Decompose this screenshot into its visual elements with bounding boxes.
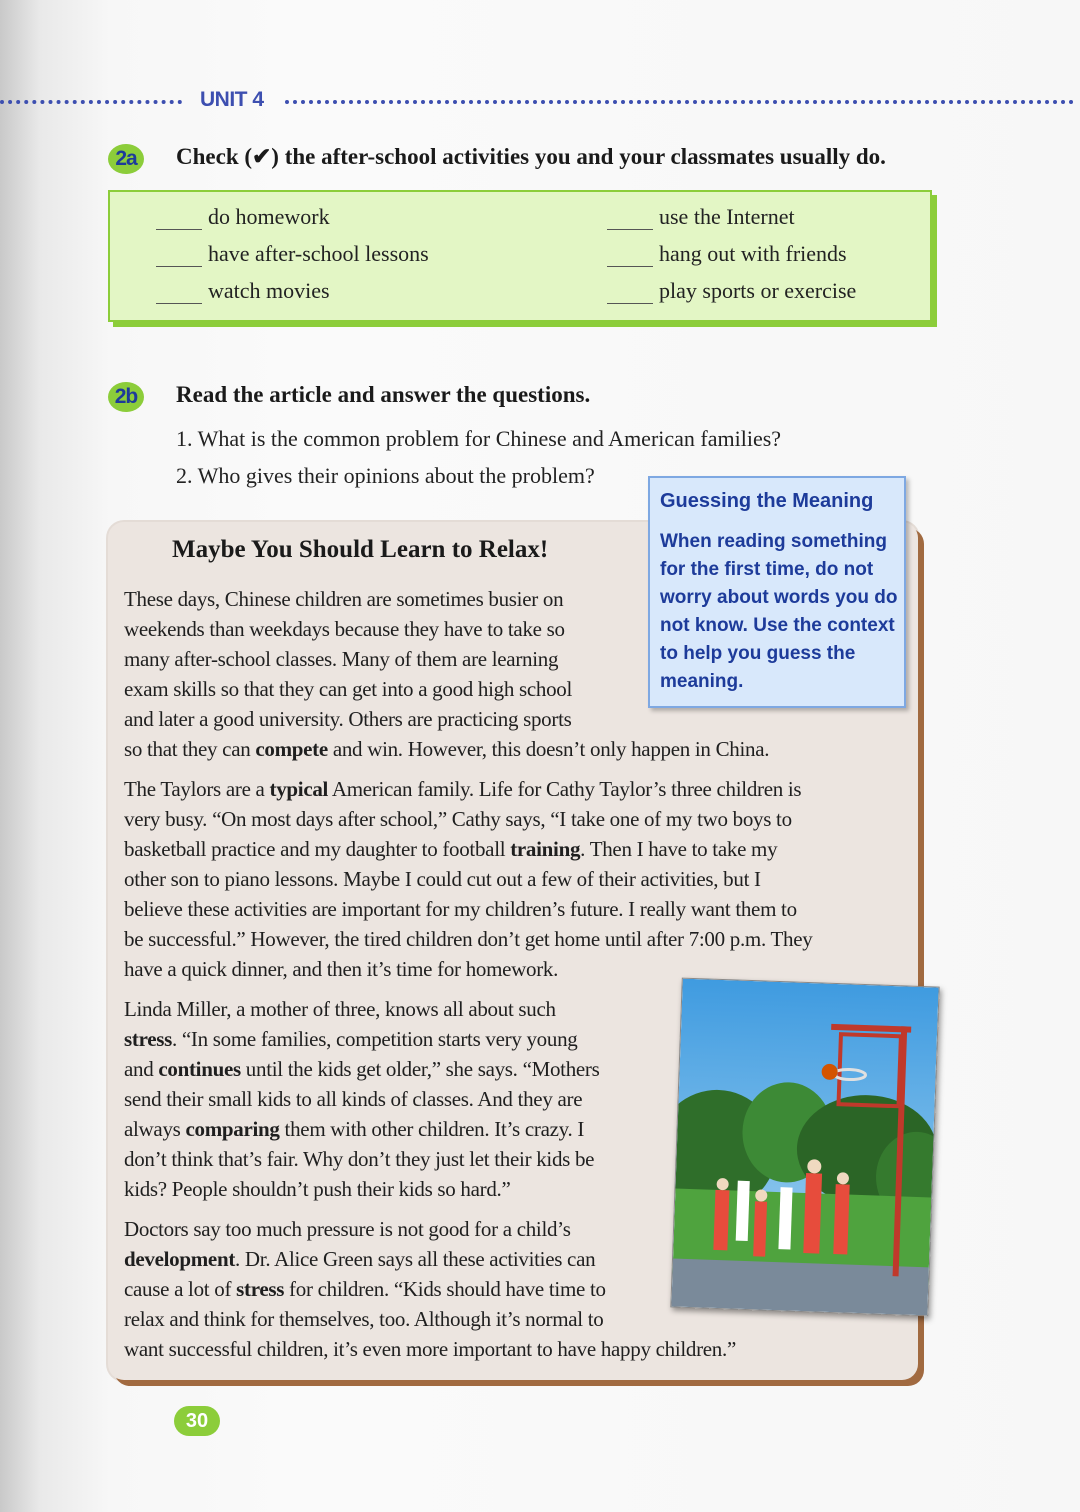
answer-blank[interactable]: [156, 285, 202, 304]
tip-box: [648, 476, 906, 708]
answer-blank[interactable]: [156, 211, 202, 230]
question-2: 2. Who gives their opinions about the problem?: [176, 463, 595, 488]
question-1: 1. What is the common problem for Chinese and American families?: [176, 426, 782, 451]
activity-item: play sports or exercise: [607, 278, 856, 304]
paragraph-3: Linda Miller, a mother of three, knows all about such stress. “In some families, competition starts very young and continues until the kids get older,” she says. “Mothers send their small kids to all kinds of classes. And they are always comparing them with other children. It’s crazy. I don’t think that’s fair. Why don’t they just let their kids be kids? People shouldn’t push their kids so hard.”: [124, 997, 600, 1201]
badge-2b: 2b: [108, 382, 144, 412]
badge-2a: 2a: [108, 144, 144, 174]
unit-label: UNIT 4: [200, 88, 264, 111]
tip-body: When reading something for the first time, do not worry about words you do not know. Use the context to help you guess the meaning.: [660, 531, 898, 692]
instruction-2a: Check (✔) the after-school activities you and your classmates usually do.: [176, 144, 886, 169]
paragraph-1: These days, Chinese children are sometimes busier on weekends than weekdays because they have to take so many after-school classes. Many of them are learning exam skills so that they can get into a good high school and later a good university. Others are practicing sports so that they can compete and win. However, this doesn’t only happen in China.: [124, 587, 770, 761]
paragraph-4: Doctors say too much pressure is not good for a child’s development. Dr. Alice Green says all these activities can cause a lot of stress for children. “Kids should have time to relax and think for themselves, too. Although it’s normal to want successful children, it’s even more important to have happy children.”: [124, 1217, 736, 1361]
unit-header: [0, 88, 1080, 118]
activity-item: watch movies: [156, 278, 330, 304]
article-title: Maybe You Should Learn to Relax!: [172, 536, 549, 563]
instruction-2b: Read the article and answer the questions.: [176, 382, 591, 407]
page-number: 30: [174, 1406, 220, 1436]
answer-blank[interactable]: [607, 211, 653, 230]
answer-blank[interactable]: [156, 248, 202, 267]
dotted-rule-left: [0, 100, 182, 104]
paragraph-2: The Taylors are a typical American family. Life for Cathy Taylor’s three children is very busy. “On most days after school,” Cathy says, “I take one of my two boys to basketball practice and my daughter to football training. Then I have to take my other son to piano lessons. Maybe I could cut out a few of their activities, but I believe these activities are important for my children’s future. I really want them to be successful.” However, the tired children don’t get home until after 7:00 p.m. They have a quick dinner, and then it’s time for homework.: [124, 777, 813, 981]
activity-item: have after-school lessons: [156, 241, 429, 267]
tip-title: Guessing the Meaning: [660, 490, 874, 512]
activity-item: use the Internet: [607, 204, 795, 230]
basketball-photo: [670, 978, 939, 1317]
dotted-rule-right: [285, 100, 1074, 104]
answer-blank[interactable]: [607, 285, 653, 304]
activity-item: do homework: [156, 204, 330, 230]
answer-blank[interactable]: [607, 248, 653, 267]
activity-item: hang out with friends: [607, 241, 847, 267]
